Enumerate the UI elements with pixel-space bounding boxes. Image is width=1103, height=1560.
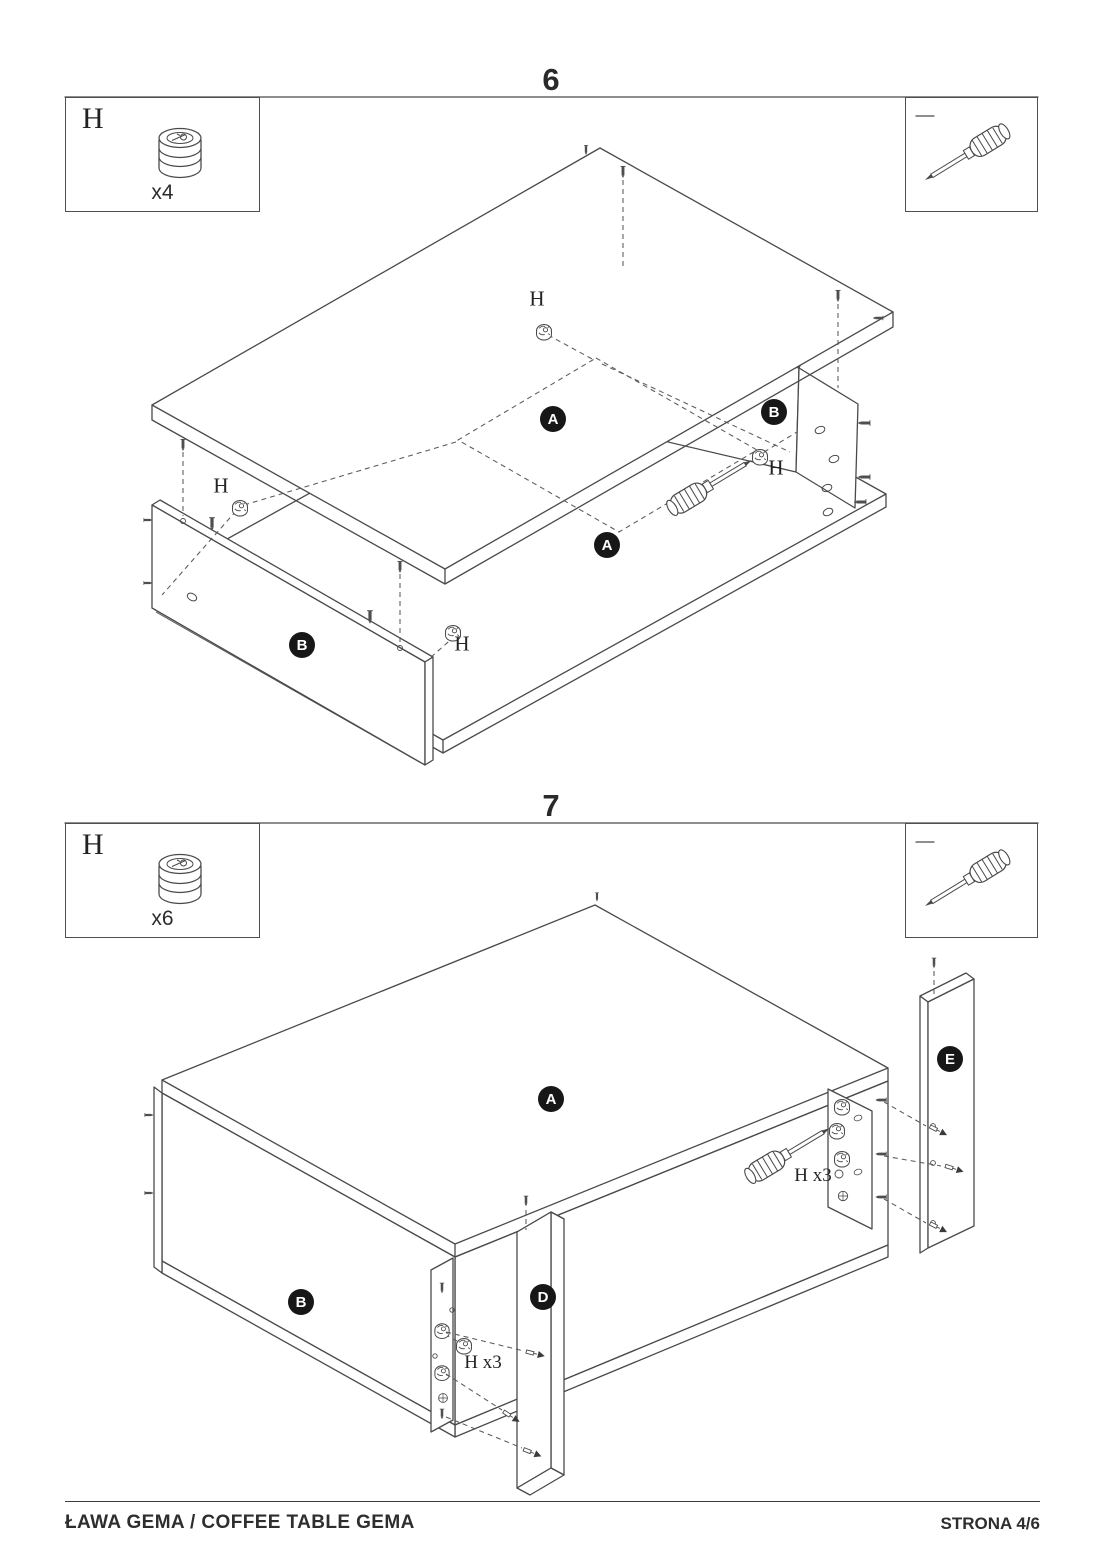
fastener-label-hx3: H x3 <box>464 1352 502 1373</box>
fastener-label-hx3: H x3 <box>794 1165 832 1186</box>
step-7-number: 7 <box>542 788 560 823</box>
hardware-letter: H <box>82 828 104 861</box>
step-6-hardware-box <box>65 97 260 212</box>
step-6-number: 6 <box>542 62 560 97</box>
part-label-b: B <box>288 1289 314 1315</box>
fastener-label-h: H <box>454 631 470 656</box>
step-7-tool-box <box>905 823 1038 938</box>
cam-lock-h <box>537 325 552 341</box>
fastener-label-h: H <box>213 473 229 498</box>
hardware-quantity: x6 <box>151 907 174 930</box>
hardware-letter: H <box>82 102 104 135</box>
fastener-label-h: H <box>529 286 545 311</box>
hardware-quantity: x4 <box>151 181 174 204</box>
step-7-hardware-box <box>65 823 260 938</box>
part-label-a: A <box>538 1086 564 1112</box>
footer-divider <box>65 1501 1040 1502</box>
step-6-tool-box <box>905 97 1038 212</box>
part-label-b: B <box>289 632 315 658</box>
page-indicator: STRONA 4/6 <box>940 1514 1040 1533</box>
part-label-b: B <box>761 399 787 425</box>
panel-e-leg <box>920 958 974 1253</box>
part-label-a: A <box>540 406 566 432</box>
product-title: ŁAWA GEMA / COFFEE TABLE GEMA <box>65 1512 415 1533</box>
cam-lock-h <box>233 501 248 517</box>
part-label-d: D <box>530 1284 556 1310</box>
fastener-label-h: H <box>768 455 784 480</box>
part-label-a: A <box>594 532 620 558</box>
part-label-e: E <box>937 1046 963 1072</box>
cam-lock-h <box>753 450 768 466</box>
